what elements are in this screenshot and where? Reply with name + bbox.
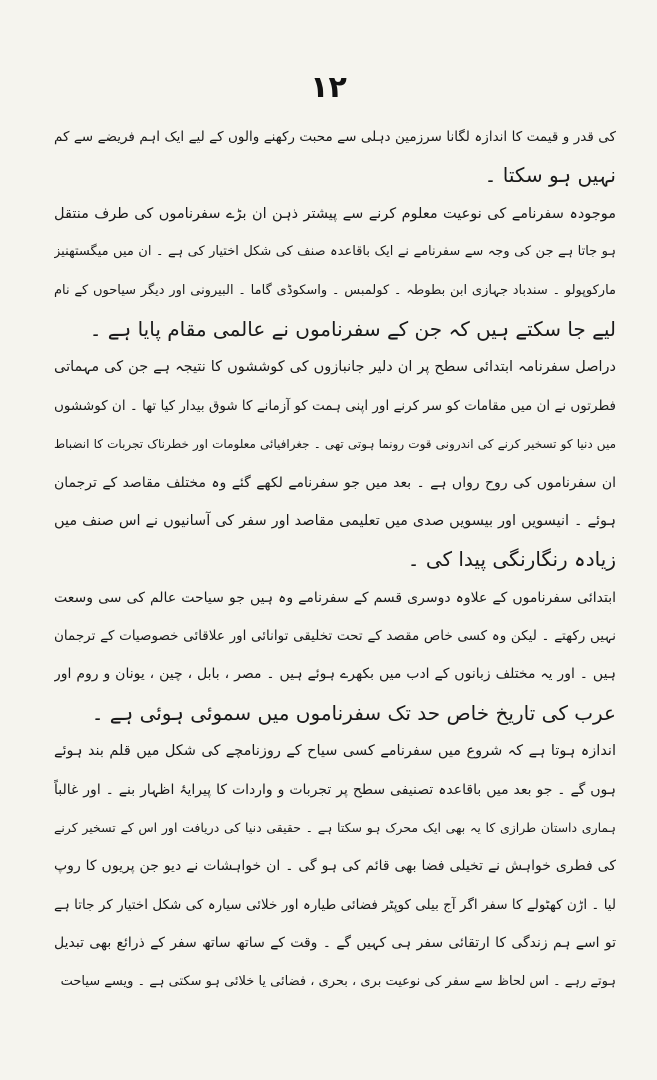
paragraph [54, 732, 616, 1001]
text-line: مارکوپولو ۔ سندباد جہازی ابن بطوطہ ۔ کولمبس ۔ واسکوڈی گاما ۔ البیرونی اور دیگر سیاحوں کے نام [54, 282, 616, 298]
text-line: عرب کی تاریخ خاص حد تک سفرناموں میں سموئی ہوئی ہے ۔ [91, 700, 616, 725]
text-line: نہیں رکھتے ۔ لیکن وہ کسی خاص مقصد کے تحت تخلیقی توانائی اور علاقائی خصوصیات کے ترجمان [54, 628, 616, 645]
text-line: دراصل سفرنامہ ابتدائی سطح پر ان دلیر جانبازوں کی کوششوں کا نتیجہ ہے جن کی مہماتی [54, 359, 616, 376]
text-line: ہیں ۔ اور یہ مختلف زبانوں کے ادب میں بکھرے ہوئے ہیں ۔ مصر ، بابل ، چین ، یونان و روم اور [54, 666, 616, 683]
paragraph [54, 195, 616, 349]
text-line: ہوں گے ۔ جو بعد میں باقاعدہ تصنیفی سطح پر تجربات و واردات کا پیرایۂ اظہار بنے ۔ اور غالباً [54, 781, 616, 798]
body-text [54, 118, 616, 1001]
text-line: زیادہ رنگارنگی پیدا کی ۔ [407, 547, 616, 572]
paragraph [54, 118, 616, 195]
page-number: ۱۲ [310, 70, 347, 105]
text-line: اندازہ ہوتا ہے کہ شروع میں سفرنامے کسی سیاح کے روزنامچے کی شکل میں قلم بند ہوئے [54, 743, 616, 760]
text-line: ہوتے رہے ۔ اس لحاظ سے سفر کی نوعیت بری ، بحری ، فضائی یا خلائی ہو سکتی ہے ۔ ویسے سیاحت [60, 973, 616, 989]
text-line: نہیں ہو سکتا ۔ [484, 163, 616, 188]
text-line: فطرتوں نے ان میں مقامات کو سر کرنے اور اپنی ہمت کو آزمانے کا شوق بیدار کیا تھا ۔ ان کوششوں [54, 397, 616, 414]
text-line: لیے جا سکتے ہیں کہ جن کے سفرناموں نے عالمی مقام پایا ہے ۔ [89, 316, 616, 341]
text-line: ہماری داستان طرازی کا یہ بھی ایک محرک ہو سکتا ہے ۔ حقیقی دنیا کی دریافت اور اس کے تسخیر کرنے [54, 820, 616, 836]
text-line: ہوئے ۔ انیسویں اور بیسویں صدی میں تعلیمی مقاصد اور سفر کی آسانیوں نے اس صنف میں [54, 512, 616, 529]
text-line: ہو جاتا ہے جن کی وجہ سے سفرنامے نے ایک باقاعدہ صنف کی شکل اختیار کی ہے ۔ ان میں میگستھنیز [54, 244, 616, 260]
text-line: میں دنیا کو تسخیر کرنے کی اندرونی قوت رونما ہوتی تھی ۔ جغرافیائی معلومات اور خطرناک تجربات کا انضباط [54, 437, 616, 452]
text-line: لیا ۔ اڑن کھٹولے کا سفر اگر آج بیلی کوپٹر فضائی طیارہ اور خلائی سیارہ کی شکل اختیار کر جاتا ہے [54, 896, 616, 913]
text-line: موجودہ سفرنامے کی نوعیت معلوم کرنے سے پیشتر ذہن ان بڑے سفرناموں کی طرف منتقل [54, 205, 616, 222]
text-line: تو اسے ہم زندگی کا ارتقائی سفر ہی کہیں گے ۔ وقت کے ساتھ ساتھ سفر کے ذرائع بھی تبدیل [54, 935, 616, 952]
text-line: کی قدر و قیمت کا اندازہ لگانا سرزمین دہلی سے محبت رکھنے والوں کے لیے ایک اہم فریضے سے کم [54, 129, 616, 145]
text-line: کی فطری خواہش نے تخیلی فضا بھی قائم کی ہو گی ۔ ان خواہشات نے دیو جن پریوں کا روپ [54, 858, 616, 875]
text-line: ان سفرناموں کی روح رواں ہے ۔ بعد میں جو سفرنامے لکھے گئے وہ مختلف مقاصد کے ترجمان [54, 474, 616, 491]
paragraph [54, 579, 616, 733]
paragraph [54, 348, 616, 578]
text-line: ابتدائی سفرناموں کے علاوہ دوسری قسم کے سفرنامے وہ ہیں جو سیاحت عالم کی سی وسعت [54, 589, 616, 606]
